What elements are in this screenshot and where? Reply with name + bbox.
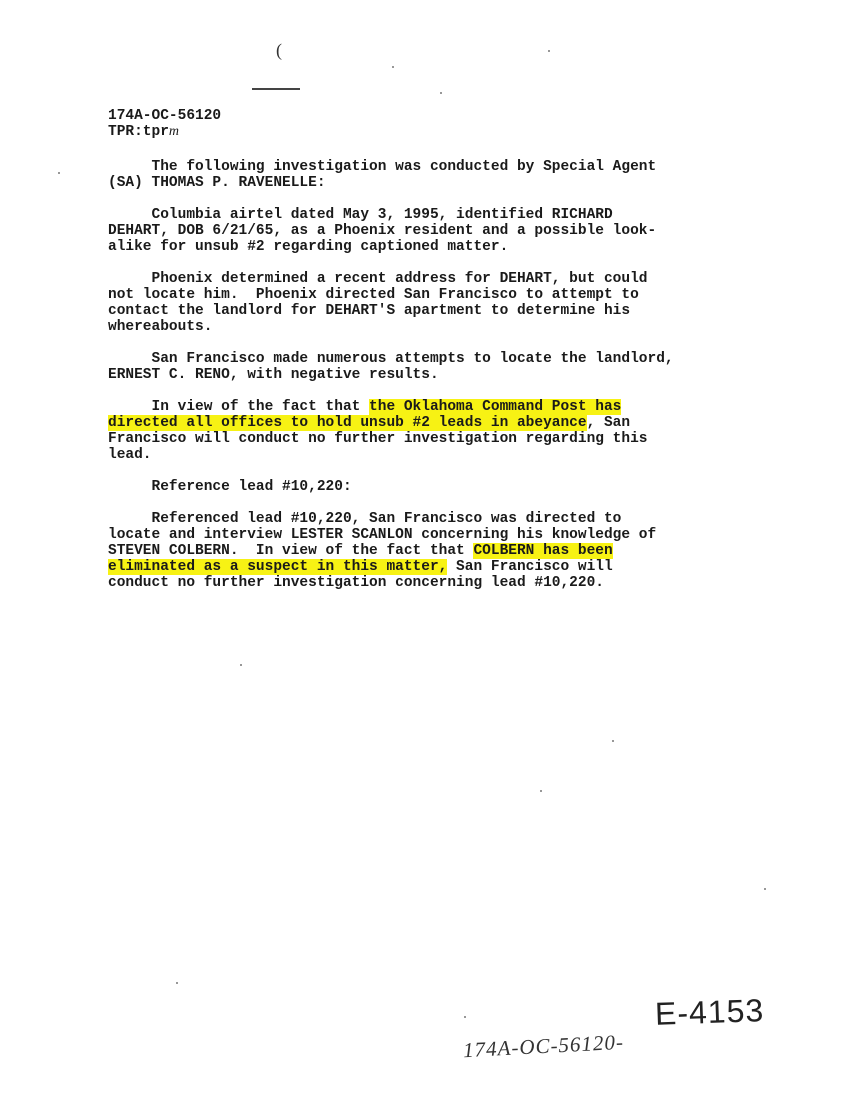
speck [540,790,542,792]
speck [464,1016,466,1018]
text-line: Phoenix determined a recent address for DEHART, but could [108,271,648,287]
speck [392,66,394,68]
speck [176,982,178,984]
top-dash-mark [252,88,300,90]
speck [440,92,442,94]
paragraph-phoenix [108,271,748,335]
text-line: lead. [108,447,152,463]
text-line: alike for unsub #2 regarding captioned matter. [108,239,509,255]
paragraph-intro [108,159,748,191]
text-line: ERNEST C. RENO, with negative results. [108,367,439,383]
text-line: Francisco will conduct no further investigation regarding this [108,431,648,447]
stray-paren-mark: ( [276,40,282,60]
speck [764,888,766,890]
paragraph-landlord-attempts [108,351,748,383]
text-line: The following investigation was conducted by Special Agent [108,159,657,175]
highlighted-text: eliminated as a suspect in this matter, [108,559,448,575]
file-header [108,108,221,140]
highlighted-text: directed all offices to hold unsub #2 leads in abeyance [108,415,587,431]
text-line: DEHART, DOB 6/21/65, as a Phoenix resident and a possible look- [108,223,657,239]
text-line: In view of the fact that [108,399,370,415]
text-line: Columbia airtel dated May 3, 1995, identified RICHARD [108,207,613,223]
paragraph-columbia-airtel [108,207,748,255]
document-body [108,159,748,607]
speck [240,664,242,666]
text-line: conduct no further investigation concerning lead #10,220. [108,575,604,591]
speck [612,740,614,742]
text-line: (SA) THOMAS P. RAVENELLE: [108,175,326,191]
paragraph-command-post [108,399,748,463]
handwritten-file-number: 174A-OC-56120- [462,1029,625,1063]
text-line: San Francisco will [447,559,613,575]
text-line: , San [586,415,631,431]
highlighted-text: COLBERN has been [473,543,613,559]
highlighted-text: the Oklahoma Command Post has [369,399,622,415]
paragraph-reference-lead-heading [108,479,748,495]
text-line: Reference lead #10,220: [108,479,352,495]
speck [58,172,60,174]
typist-prefix: TPR:tpr [108,124,169,140]
text-line: contact the landlord for DEHART'S apartment to determine his [108,303,631,319]
text-line: not locate him. Phoenix directed San Francisco to attempt to [108,287,639,303]
speck [548,50,550,52]
text-line: STEVEN COLBERN. In view of the fact that [108,543,474,559]
text-line: Referenced lead #10,220, San Francisco was directed to [108,511,622,527]
paragraph-colbern [108,511,748,591]
text-line: whereabouts. [108,319,213,335]
file-number: 174A-OC-56120 [108,108,222,124]
text-line: locate and interview LESTER SCANLON concerning his knowledge of [108,527,657,543]
text-line: San Francisco made numerous attempts to locate the landlord, [108,351,674,367]
exhibit-number: E-4153 [654,992,765,1032]
typist-initials: m [168,124,180,139]
typist-reference [108,124,221,140]
